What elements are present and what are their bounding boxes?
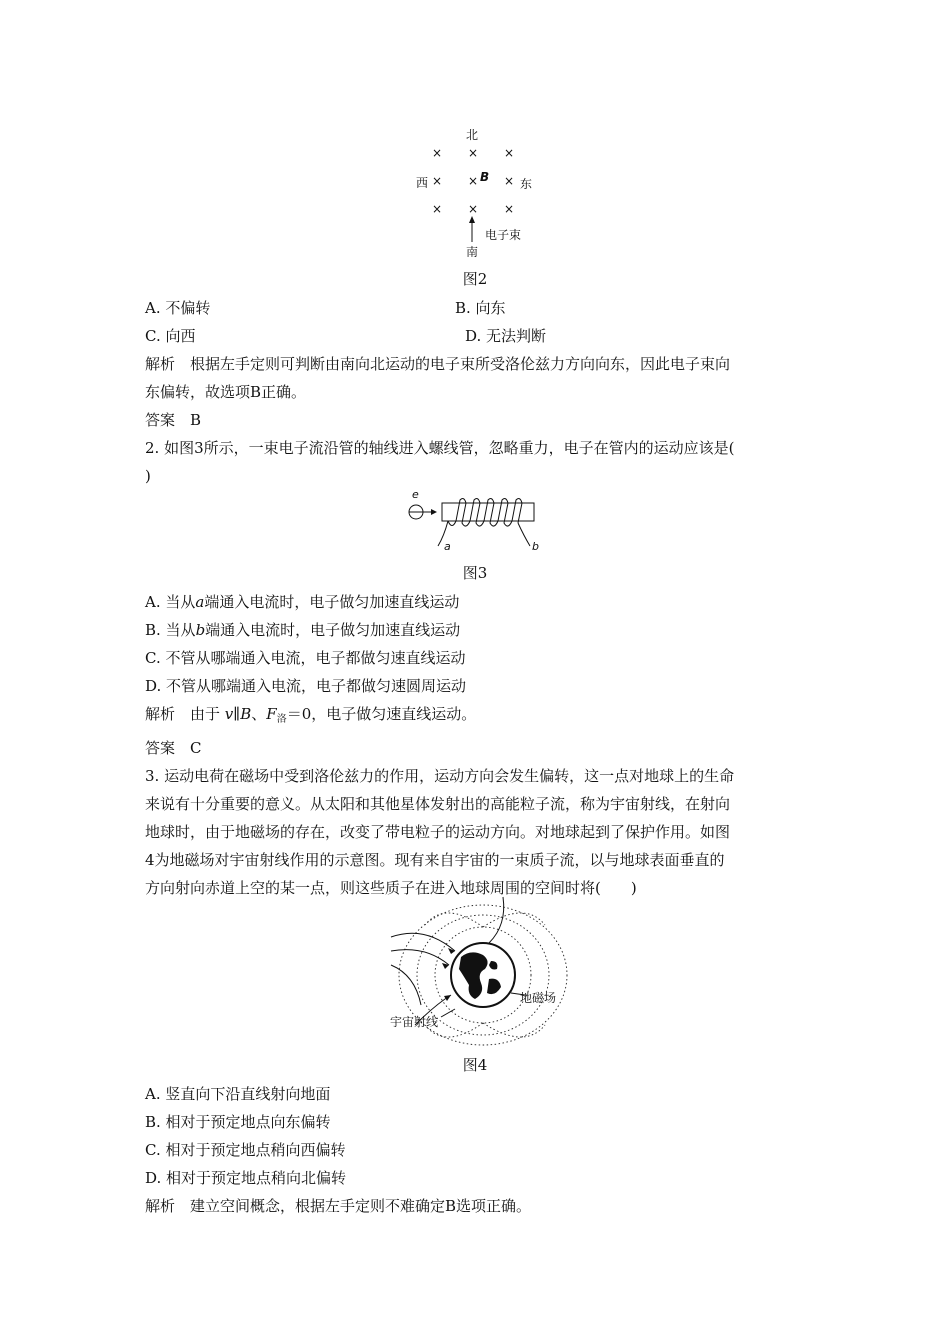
q2-analysis-sub: 洛 bbox=[276, 714, 287, 725]
fig3-a-label: a bbox=[444, 540, 451, 553]
q1-answer: 答案 B bbox=[145, 411, 202, 429]
fig3-e-label: e bbox=[412, 488, 419, 501]
fig4-field-label: 地磁场 bbox=[520, 991, 557, 1005]
q2-option-b bbox=[145, 616, 815, 644]
q1-option-c: C. 向西 bbox=[145, 327, 196, 345]
q2-stem-line1: 2. 如图3所示，一束电子流沿管的轴线进入螺线管，忽略重力，电子在管内的运动应该是( bbox=[145, 439, 735, 457]
q2-answer: 答案 C bbox=[145, 739, 202, 757]
q3-stem-line3: 地球时，由于地磁场的存在，改变了带电粒子的运动方向。对地球起到了保护作用。如图 bbox=[145, 823, 731, 841]
figure-2-caption: 图2 bbox=[462, 270, 488, 288]
q2-analysis bbox=[145, 700, 815, 734]
q2-stem-line2: ) bbox=[145, 467, 151, 485]
q3-option-a: A. 竖直向下沿直线射向地面 bbox=[145, 1085, 331, 1103]
figure-2 bbox=[405, 122, 545, 262]
fig2-cross: × bbox=[468, 146, 479, 160]
figure-2-diagram bbox=[405, 122, 545, 262]
fig2-east-label: 东 bbox=[520, 177, 533, 191]
q2-analysis-sep: 、 bbox=[251, 705, 267, 723]
q1-analysis-line1: 解析 根据左手定则可判断由南向北运动的电子束所受洛伦兹力方向向东，因此电子束向 bbox=[145, 355, 731, 373]
fig2-cross: × bbox=[468, 174, 479, 188]
q2-analysis-b: B bbox=[240, 705, 252, 723]
q2-option-c: C. 不管从哪端通入电流，电子都做匀速直线运动 bbox=[145, 649, 466, 667]
q2-option-a bbox=[145, 588, 815, 616]
fig2-north-label: 北 bbox=[466, 128, 479, 142]
figure-4-caption: 图4 bbox=[462, 1056, 488, 1074]
q2-option-d: D. 不管从哪端通入电流，电子都做匀速圆周运动 bbox=[145, 677, 467, 695]
q2-body bbox=[145, 588, 815, 902]
figure-3-caption: 图3 bbox=[462, 564, 488, 582]
q1-analysis-line2: 东偏转，故选项B正确。 bbox=[145, 383, 307, 401]
q2-analysis-parallel: ∥ bbox=[233, 705, 241, 723]
q3-stem-line4: 4为地磁场对宇宙射线作用的示意图。现有来自宇宙的一束质子流，以与地球表面垂直的 bbox=[145, 851, 725, 869]
figure-4 bbox=[385, 895, 585, 1050]
q1-option-a: A. 不偏转 bbox=[145, 299, 211, 317]
fig2-cross: × bbox=[432, 202, 443, 216]
q3-option-c: C. 相对于预定地点稍向西偏转 bbox=[145, 1141, 346, 1159]
fig2-south-label: 南 bbox=[466, 245, 479, 259]
fig2-cross: × bbox=[504, 146, 515, 160]
q2-analysis-v: v bbox=[224, 705, 234, 723]
q2-option-b-text1: B. 当从 bbox=[145, 621, 196, 639]
q3-option-b: B. 相对于预定地点向东偏转 bbox=[145, 1113, 331, 1131]
fig2-west-label: 西 bbox=[416, 176, 429, 190]
q3-stem-line5: 方向射向赤道上空的某一点，则这些质子在进入地球周围的空间时将( ) bbox=[145, 879, 637, 897]
q3-stem-line2: 来说有十分重要的意义。从太阳和其他星体发射出的高能粒子流，称为宇宙射线，在射向 bbox=[145, 795, 731, 813]
fig2-cross: × bbox=[504, 202, 515, 216]
q1-option-d: D. 无法判断 bbox=[465, 327, 547, 345]
fig2-beam-label: 电子束 bbox=[485, 228, 522, 242]
q3-option-d: D. 相对于预定地点稍向北偏转 bbox=[145, 1169, 347, 1187]
q2-option-a-text2: 端通入电流时，电子做匀加速直线运动 bbox=[204, 593, 460, 611]
q3-options bbox=[145, 1080, 815, 1220]
fig2-b-label: B bbox=[480, 170, 490, 184]
fig2-cross: × bbox=[432, 146, 443, 160]
q2-option-b-var: b bbox=[195, 621, 206, 639]
fig4-rays-label: 宇宙射线 bbox=[390, 1015, 439, 1029]
fig2-cross: × bbox=[432, 174, 443, 188]
q3-analysis: 解析 建立空间概念，根据左手定则不难确定B选项正确。 bbox=[145, 1197, 532, 1215]
solenoid-diagram bbox=[400, 490, 550, 556]
q3-stem-line1: 3. 运动电荷在磁场中受到洛伦兹力的作用，运动方向会发生偏转，这一点对地球上的生命 bbox=[145, 767, 735, 785]
fig3-b-label: b bbox=[532, 540, 539, 553]
figure-3 bbox=[400, 490, 550, 556]
q2-analysis-f: F bbox=[266, 705, 277, 723]
q2-analysis-text2: ＝0，电子做匀速直线运动。 bbox=[286, 705, 477, 723]
q2-analysis-text1: 解析 由于 bbox=[145, 705, 221, 723]
q2-option-a-var: a bbox=[195, 593, 205, 611]
q2-option-a-text1: A. 当从 bbox=[145, 593, 196, 611]
q2-option-b-text2: 端通入电流时，电子做匀加速直线运动 bbox=[205, 621, 461, 639]
fig2-cross: × bbox=[468, 202, 479, 216]
q1-options bbox=[145, 294, 815, 490]
fig2-cross: × bbox=[504, 174, 515, 188]
q1-option-b: B. 向东 bbox=[455, 299, 506, 317]
